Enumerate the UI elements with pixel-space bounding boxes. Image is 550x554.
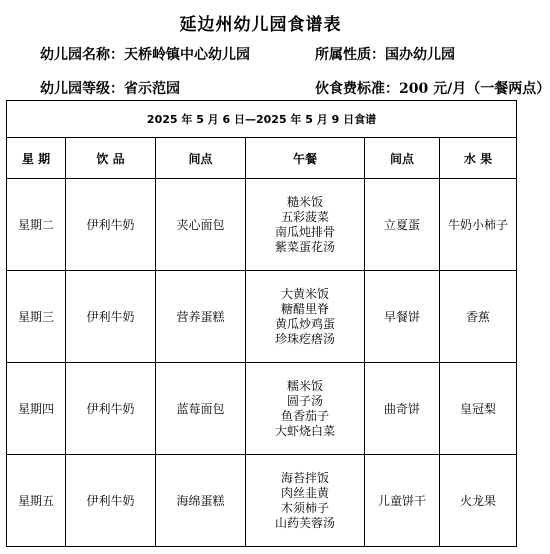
table-row (7, 271, 517, 363)
level-label: 幼儿园等级： (40, 81, 124, 97)
page-title: 延边州幼儿园食谱表 (179, 15, 342, 35)
weekday-cell: 星期四 (7, 363, 66, 455)
weekday-cell: 星期五 (7, 455, 66, 547)
drink-cell: 伊利牛奶 (66, 271, 156, 363)
snack-1-cell: 夹心面包 (156, 179, 246, 271)
kindergarten-name-value: 天桥岭镇中心幼儿园 (124, 47, 250, 63)
lunch-item: 鱼香茄子 (280, 408, 329, 423)
menu-table (6, 100, 517, 547)
lunch-cell (246, 363, 365, 455)
date-range-row (7, 101, 517, 138)
table-row (7, 363, 517, 455)
kindergarten-name-label: 幼儿园名称： (40, 47, 124, 63)
fee-label: 伙食费标准： (315, 81, 399, 97)
lunch-cell (246, 179, 365, 271)
snack-1-cell: 海绵蛋糕 (156, 455, 246, 547)
fruit-cell: 皇冠梨 (440, 363, 517, 455)
nature-value: 国办幼儿园 (385, 47, 455, 63)
header-fruit: 水 果 (440, 138, 517, 179)
drink-cell: 伊利牛奶 (66, 363, 156, 455)
lunch-item: 南瓜炖排骨 (274, 224, 335, 239)
lunch-item: 海苔拌饭 (280, 470, 329, 485)
fee-value: 200 元/月（一餐两点） (399, 81, 550, 97)
weekday-cell: 星期二 (7, 179, 66, 271)
header-drink: 饮 品 (66, 138, 156, 179)
lunch-item: 糖醋里脊 (280, 301, 329, 316)
header-snack-2: 间点 (365, 138, 440, 179)
info-line-1 (40, 44, 455, 64)
drink-cell: 伊利牛奶 (66, 455, 156, 547)
lunch-cell (246, 455, 365, 547)
header-row (7, 138, 517, 179)
table-row (7, 455, 517, 547)
info-line-2 (40, 78, 550, 98)
table-row (7, 179, 517, 271)
fruit-cell: 香蕉 (440, 271, 517, 363)
nature-label: 所属性质： (315, 47, 385, 63)
level-value: 省示范园 (124, 81, 180, 97)
date-range: 2025 年 5 月 6 日—2025 年 5 月 9 日食谱 (7, 101, 517, 138)
snack-2-cell: 曲奇饼 (365, 363, 440, 455)
lunch-cell (246, 271, 365, 363)
lunch-item: 黄瓜炒鸡蛋 (274, 316, 335, 331)
weekday-cell: 星期三 (7, 271, 66, 363)
fee-field (315, 78, 550, 98)
header-snack-1: 间点 (156, 138, 246, 179)
snack-1-cell: 蓝莓面包 (156, 363, 246, 455)
drink-cell: 伊利牛奶 (66, 179, 156, 271)
lunch-item: 圆子汤 (286, 393, 323, 408)
lunch-item: 大黄米饭 (280, 286, 329, 301)
lunch-item: 山药芙蓉汤 (274, 515, 335, 530)
fruit-cell: 火龙果 (440, 455, 517, 547)
header-weekday: 星 期 (7, 138, 66, 179)
lunch-item: 肉丝韭黄 (280, 485, 329, 500)
snack-2-cell: 早餐饼 (365, 271, 440, 363)
lunch-item: 糙米饭 (286, 194, 323, 209)
lunch-item: 糯米饭 (286, 378, 323, 393)
fruit-cell: 牛奶小柿子 (440, 179, 517, 271)
lunch-item: 紫菜蛋花汤 (274, 239, 335, 254)
lunch-item: 大虾烧白菜 (274, 423, 335, 438)
lunch-item: 五彩菠菜 (280, 209, 329, 224)
lunch-item: 珍珠疙瘩汤 (274, 331, 335, 346)
snack-2-cell: 儿童饼干 (365, 455, 440, 547)
snack-2-cell: 立夏蛋 (365, 179, 440, 271)
header-lunch: 午餐 (246, 138, 365, 179)
nature-field (315, 44, 455, 64)
lunch-item: 木须柿子 (280, 500, 329, 515)
snack-1-cell: 营养蛋糕 (156, 271, 246, 363)
